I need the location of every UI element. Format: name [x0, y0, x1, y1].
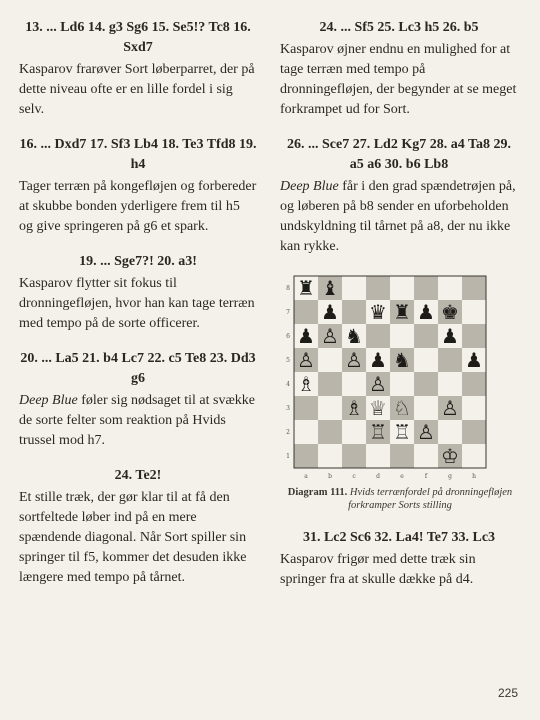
diagram-label: Diagram 111. — [287, 487, 348, 498]
board-square — [414, 396, 438, 420]
file-label: h — [472, 473, 476, 480]
chess-piece: ♟ — [369, 348, 387, 372]
board-square — [342, 420, 366, 444]
board-square — [318, 348, 342, 372]
chess-piece: ♙ — [417, 420, 435, 444]
rank-label: 7 — [286, 309, 290, 316]
rank-label: 2 — [286, 429, 290, 436]
chess-piece: ♗ — [297, 372, 315, 396]
chess-piece: ♟ — [441, 324, 459, 348]
move-line: 31. Lc2 Sc6 32. La4! Te7 33. Lc3 — [302, 530, 496, 545]
board-square — [318, 396, 342, 420]
board-square — [366, 276, 390, 300]
board-square — [294, 300, 318, 324]
board-square — [462, 324, 486, 348]
file-label: c — [352, 473, 356, 480]
annotation-text: Tager terræn på kongefløjen og forbereder at skubbe bonden yderligere frem til h5 og give springeren på g6 et spark. — [19, 179, 257, 234]
board-square — [462, 372, 486, 396]
rank-label: 4 — [286, 381, 290, 388]
board-square — [294, 396, 318, 420]
annotation-text-rest: føler sig nødsaget til at svække de sorte felter som reaktion på Hvids trussel mod h7. — [19, 393, 256, 448]
engine-name: Deep Blue — [280, 179, 339, 194]
chess-piece: ♞ — [345, 324, 363, 348]
file-label: g — [448, 473, 452, 480]
annotation-block — [280, 528, 518, 590]
chess-piece: ♛ — [369, 300, 387, 324]
file-label: d — [376, 473, 380, 480]
move-line: 26. ... Sce7 27. Ld2 Kg7 28. a4 Ta8 29. a5 a6 30. b6 Lb8 — [286, 137, 512, 172]
left-column — [19, 18, 257, 603]
annotation-text: Et stille træk, der gør klar til at få den sortfeltede løber ind på en mere spændende diagonal. Når Sort spiller sin springer til f5, kommer det desuden ikke længere med tempo på tårnet. — [19, 490, 247, 585]
board-square — [414, 276, 438, 300]
board-square — [366, 444, 390, 468]
move-line: 13. ... Ld6 14. g3 Sg6 15. Se5!? Tc8 16. Sxd7 — [25, 20, 251, 55]
move-line: 20. ... La5 21. b4 Lc7 22. c5 Te8 23. Dd3 g6 — [20, 351, 256, 386]
board-square — [414, 444, 438, 468]
chess-piece: ♟ — [465, 348, 483, 372]
board-square — [318, 420, 342, 444]
board-square — [390, 444, 414, 468]
board-square — [390, 324, 414, 348]
page-number: 225 — [497, 686, 518, 700]
rank-label: 5 — [286, 357, 290, 364]
move-line: 16. ... Dxd7 17. Sf3 Lb4 18. Te3 Tfd8 19. h4 — [19, 137, 257, 172]
board-square — [438, 276, 462, 300]
chess-piece: ♞ — [393, 348, 411, 372]
annotation-text: Kasparov flytter sit fokus til dronningefløjen, hvor han kan tage terræn med tempo på de sorte officerer. — [19, 276, 255, 331]
board-square — [414, 372, 438, 396]
chess-piece: ♝ — [321, 276, 339, 300]
board-square — [414, 348, 438, 372]
board-square — [462, 444, 486, 468]
annotation-block — [280, 135, 518, 257]
move-line: 19. ... Sge7?! 20. a3! — [79, 254, 197, 269]
board-square — [462, 420, 486, 444]
annotation-text: Kasparov øjner endnu en mulighed for at tage terræn med tempo på dronningefløjen, der begynder at se meget forkrampet ud for Sort. — [280, 42, 517, 117]
board-square — [294, 420, 318, 444]
board-square — [438, 372, 462, 396]
board-square — [366, 324, 390, 348]
chess-piece: ♕ — [369, 396, 387, 420]
annotation-block — [19, 252, 257, 334]
chess-piece: ♜ — [297, 276, 315, 300]
board-square — [342, 372, 366, 396]
chess-piece: ♖ — [393, 420, 411, 444]
board-square — [318, 372, 342, 396]
chess-piece: ♙ — [369, 372, 387, 396]
chess-piece: ♙ — [345, 348, 363, 372]
board-square — [438, 420, 462, 444]
board-square — [342, 300, 366, 324]
file-label: e — [400, 473, 404, 480]
annotation-block — [280, 18, 518, 120]
rank-label: 8 — [286, 285, 290, 292]
board-square — [390, 372, 414, 396]
chess-diagram — [282, 272, 518, 512]
board-square — [462, 300, 486, 324]
move-line: 24. Te2! — [114, 468, 162, 483]
annotation-block — [19, 135, 257, 237]
chess-piece: ♙ — [297, 348, 315, 372]
chess-piece: ♟ — [417, 300, 435, 324]
annotation-text — [19, 391, 257, 451]
annotation-block — [19, 466, 257, 588]
board-square — [342, 444, 366, 468]
chess-piece: ♙ — [441, 396, 459, 420]
chess-piece: ♙ — [321, 324, 339, 348]
board-square — [390, 276, 414, 300]
move-line: 24. ... Sf5 25. Lc3 h5 26. b5 — [319, 20, 479, 35]
file-label: b — [328, 473, 332, 480]
annotation-block — [19, 18, 257, 120]
chess-piece: ♚ — [441, 300, 459, 324]
board-square — [294, 444, 318, 468]
chessboard — [282, 272, 514, 482]
chess-piece: ♟ — [321, 300, 339, 324]
board-square — [438, 348, 462, 372]
annotation-text — [280, 177, 518, 257]
rank-label: 1 — [286, 453, 290, 460]
annotation-block — [19, 349, 257, 451]
board-square — [462, 276, 486, 300]
engine-name: Deep Blue — [19, 393, 78, 408]
chess-piece: ♗ — [345, 396, 363, 420]
right-column — [280, 18, 518, 605]
diagram-caption — [282, 486, 518, 512]
rank-label: 6 — [286, 333, 290, 340]
board-square — [462, 396, 486, 420]
chess-piece: ♟ — [297, 324, 315, 348]
annotation-text-rest: får i den grad spændetrøjen på, og løberen på b8 sender en uforbeholden undskyldning til tårnet på a8, der nu ikke kan rykke. — [280, 179, 516, 254]
board-square — [342, 276, 366, 300]
annotation-text: Kasparov frarøver Sort løberparret, der på dette niveau ofte er en lille fordel i sig selv. — [19, 62, 255, 117]
file-label: a — [304, 473, 308, 480]
file-label: f — [424, 473, 428, 480]
chess-piece: ♖ — [369, 420, 387, 444]
diagram-caption-text: Hvids terrænfordel på dronningefløjen forkramper Sorts stilling — [348, 487, 513, 511]
annotation-text: Kasparov frigør med dette træk sin springer fra at skulle dække på d4. — [280, 552, 476, 587]
board-square — [318, 444, 342, 468]
chess-piece: ♘ — [393, 396, 411, 420]
board-square — [414, 324, 438, 348]
chess-piece: ♜ — [393, 300, 411, 324]
rank-label: 3 — [286, 405, 290, 412]
chess-piece: ♔ — [441, 444, 459, 468]
